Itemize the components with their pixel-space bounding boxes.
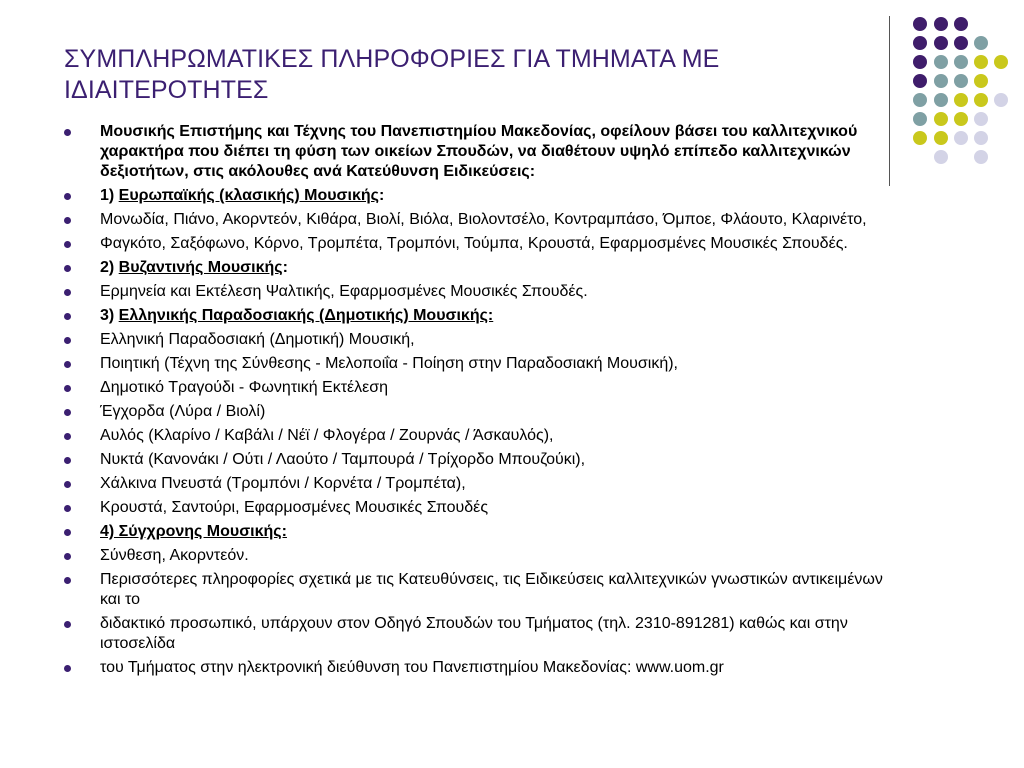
item-prefix: 3) — [100, 307, 119, 324]
list-item — [64, 658, 892, 678]
section-heading: Ευρωπαϊκής (κλασικής) Μουσικής — [118, 187, 379, 204]
dot — [913, 112, 927, 126]
list-item — [64, 614, 892, 654]
bullet-icon — [64, 553, 71, 560]
bullet-icon — [64, 665, 71, 672]
list-item — [64, 282, 892, 302]
dot — [974, 74, 988, 88]
item-text: Κρουστά, Σαντούρι, Εφαρμοσμένες Μουσικές Σπουδές — [100, 499, 489, 516]
dot — [934, 17, 948, 31]
list-item — [64, 522, 892, 542]
dot — [934, 93, 948, 107]
item-text: Ερμηνεία και Εκτέλεση Ψαλτικής, Εφαρμοσμένες Μουσικές Σπουδές. — [100, 283, 588, 300]
dot — [934, 112, 948, 126]
list-item — [64, 498, 892, 518]
bullet-icon — [64, 505, 71, 512]
list-item — [64, 122, 892, 182]
item-text: Ελληνική Παραδοσιακή (Δημοτική) Μουσική, — [100, 331, 415, 348]
dot — [974, 93, 988, 107]
section-heading: Ελληνικής Παραδοσιακής (Δημοτικής) Μουσικής: — [118, 307, 494, 324]
dot — [913, 131, 927, 145]
dot — [974, 112, 988, 126]
item-text: διδακτικό προσωπικό, υπάρχουν στον Οδηγό Σπουδών του Τμήματος (τηλ. 2310-891281) καθώς και στην ιστοσελίδα — [100, 615, 848, 652]
list-item — [64, 546, 892, 566]
list-item — [64, 426, 892, 446]
list-item — [64, 186, 892, 206]
bullet-icon — [64, 529, 71, 536]
bullet-icon — [64, 217, 71, 224]
dot — [974, 131, 988, 145]
item-text: Ποιητική (Τέχνη της Σύνθεσης - Μελοποιΐα - Ποίηση στην Παραδοσιακή Μουσική), — [100, 355, 678, 372]
dot — [994, 93, 1008, 107]
dot — [954, 55, 968, 69]
dot — [934, 150, 948, 164]
dot — [954, 131, 968, 145]
dot — [994, 55, 1008, 69]
dot — [913, 36, 927, 50]
bullet-icon — [64, 241, 71, 248]
bullet-icon — [64, 337, 71, 344]
bullet-icon — [64, 193, 71, 200]
dot — [954, 36, 968, 50]
list-item — [64, 474, 892, 494]
dot — [954, 93, 968, 107]
dot — [913, 74, 927, 88]
item-text: Περισσότερες πληροφορίες σχετικά με τις Κατευθύνσεις, τις Ειδικεύσεις καλλιτεχνικών γνωστικών αντικειμένων και το — [100, 571, 883, 608]
bullet-icon — [64, 621, 71, 628]
item-text: Μουσικής Επιστήμης και Τέχνης του Πανεπιστημίου Μακεδονίας, οφείλουν βάσει του καλλιτεχνικού χαρακτήρα που διέπει τη φύση των οικείων Σπουδών, να διαθέτουν υψηλό επίπεδο καλλιτεχνικών δεξιοτήτων, στις ακόλουθες ανά Κατεύθυνση Ειδικεύσεις: — [100, 123, 858, 180]
item-text: Δημοτικό Τραγούδι - Φωνητική Εκτέλεση — [100, 379, 389, 396]
dot — [934, 55, 948, 69]
dot — [974, 36, 988, 50]
item-prefix: 1) — [100, 187, 119, 204]
section-heading: 4) Σύγχρονης Μουσικής: — [100, 523, 287, 540]
dot — [954, 17, 968, 31]
bullet-icon — [64, 409, 71, 416]
list-item — [64, 258, 892, 278]
item-prefix: 2) — [100, 259, 119, 276]
bullet-list — [64, 122, 892, 682]
section-heading: Βυζαντινής Μουσικής — [118, 259, 283, 276]
item-text: Αυλός (Κλαρίνο / Καβάλι / Νέϊ / Φλογέρα / Ζουρνάς / Άσκαυλός), — [100, 427, 554, 444]
bullet-icon — [64, 577, 71, 584]
dot — [934, 36, 948, 50]
bullet-icon — [64, 457, 71, 464]
item-suffix: : — [378, 187, 385, 204]
bullet-icon — [64, 313, 71, 320]
dot — [913, 55, 927, 69]
list-item — [64, 570, 892, 610]
list-item — [64, 378, 892, 398]
item-text: Νυκτά (Κανονάκι / Ούτι / Λαούτο / Ταμπουρά / Τρίχορδο Μπουζούκι), — [100, 451, 586, 468]
list-item — [64, 402, 892, 422]
slide-title: ΣΥΜΠΛΗΡΩΜΑΤΙΚΕΣ ΠΛΗΡΟΦΟΡΙΕΣ ΓΙΑ ΤΜΗΜΑΤΑ ΜΕ ΙΔΙΑΙΤΕΡΟΤΗΤΕΣ — [64, 45, 720, 104]
list-item — [64, 210, 892, 230]
item-text: Μονωδία, Πιάνο, Ακορντεόν, Κιθάρα, Βιολί, Βιόλα, Βιολοντσέλο, Κοντραμπάσο, Όμποε, Φλάουτο, Κλαρινέτο, — [100, 211, 867, 228]
item-text: Φαγκότο, Σαξόφωνο, Κόρνο, Τρομπέτα, Τρομπόνι, Τούμπα, Κρουστά, Εφαρμοσμένες Μουσικές Σπουδές. — [100, 235, 848, 252]
list-item — [64, 354, 892, 374]
bullet-icon — [64, 481, 71, 488]
item-text: του Τμήματος στην ηλεκτρονική διεύθυνση του Πανεπιστημίου Μακεδονίας: www.uom.gr — [100, 659, 724, 676]
bullet-icon — [64, 265, 71, 272]
item-text: Έγχορδα (Λύρα / Βιολί) — [100, 403, 266, 420]
bullet-icon — [64, 433, 71, 440]
dot — [974, 55, 988, 69]
item-text: Σύνθεση, Ακορντεόν. — [100, 547, 249, 564]
dot — [913, 93, 927, 107]
bullet-icon — [64, 385, 71, 392]
dot — [954, 74, 968, 88]
bullet-icon — [64, 289, 71, 296]
list-item — [64, 330, 892, 350]
dot — [913, 17, 927, 31]
dot — [934, 131, 948, 145]
list-item — [64, 234, 892, 254]
dot — [934, 74, 948, 88]
list-item — [64, 450, 892, 470]
list-item — [64, 306, 892, 326]
bullet-icon — [64, 361, 71, 368]
item-text: Χάλκινα Πνευστά (Τρομπόνι / Κορνέτα / Τρομπέτα), — [100, 475, 466, 492]
bullet-icon — [64, 129, 71, 136]
dot — [974, 150, 988, 164]
dot — [954, 112, 968, 126]
item-suffix: : — [282, 259, 288, 276]
